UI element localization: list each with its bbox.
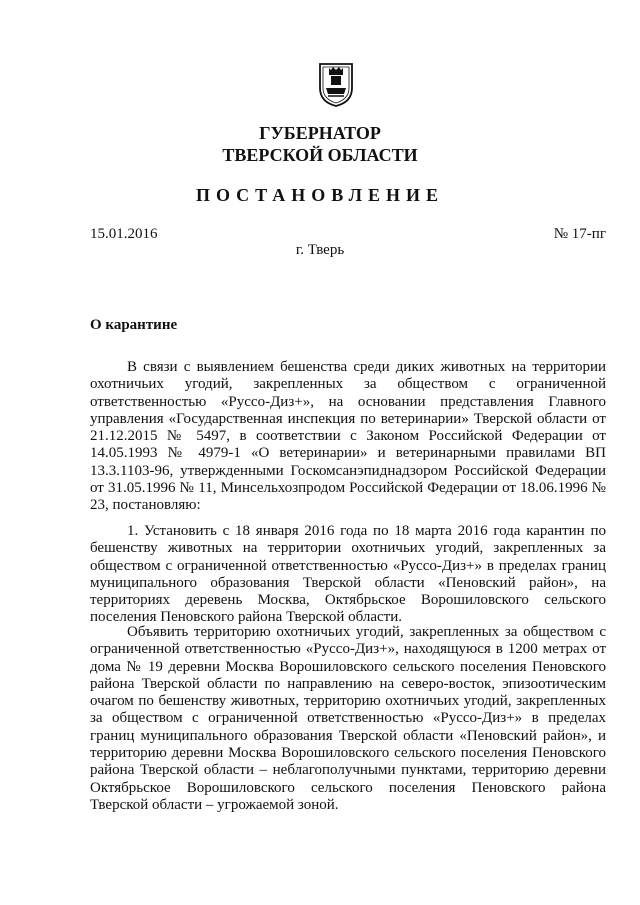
document-date: 15.01.2016 — [90, 226, 158, 242]
coat-of-arms-icon — [318, 62, 354, 108]
body-paragraph: 1. Установить с 18 января 2016 года по 18 марта 2016 года карантин по бешенству животных на территории охотничьих угодий, закрепленных за обществом с ограниченной ответственностью «Руссо-Диз+» в пределах границ муниципального образования Тверской области «Пеновский район», на территориях деревень Москва, Октябрьское Ворошиловского сельского поселения Пеновского района Тверской области. — [90, 523, 606, 626]
document-number: № 17-пг — [553, 226, 606, 242]
region-title: ТВЕРСКОЙ ОБЛАСТИ — [222, 145, 418, 165]
body-paragraph: В связи с выявлением бешенства среди диких животных на территории охотничьих угодий, закрепленных за обществом с ограниченной ответственностью «Руссо-Диз+», на основании представления Главного управления «Государственная инспекция по ветеринарии» Тверской области от 21.12.2015 № 5497, в соответствии с Законом Российской Федерации от 14.05.1993 № 4979-1 «О ветеринарии» и ветеринарными правилами ВП 13.3.1103-96, утвержденными Госкомсанэпиднадзором Российской Федерации от 31.05.1996 № 11, Минсельхозпродом Российской Федерации от 18.06.1996 № 23, постановляю: — [90, 359, 606, 514]
document-type: ПОСТАНОВЛЕНИЕ — [195, 185, 445, 205]
body-paragraph: Объявить территорию охотничьих угодий, закрепленных за обществом с ограниченной ответственностью «Руссо-Диз+», находящуюся в 1200 метрах от дома № 19 деревни Москва Ворошиловского сельского поселения Пеновского района Тверской области по направлению на северо-восток, эпизоотическим очагом по бешенству животных, территорию охотничьих угодий, закрепленных за обществом с ограниченной ответственностью «Руссо-Диз+» в пределах границ муниципального образования Тверской области «Пеновский район», и территорию деревни Москва Ворошиловского сельского поселения Пеновского района Тверской области – неблагополучными пунктами, территорию деревни Октябрьское Ворошиловского сельского поселения Пеновского района Тверской области – угрожаемой зоной. — [90, 624, 606, 813]
document-subject: О карантине — [90, 317, 178, 333]
issuer-title: ГУБЕРНАТОР — [259, 123, 381, 143]
document-city: г. Тверь — [295, 242, 345, 258]
